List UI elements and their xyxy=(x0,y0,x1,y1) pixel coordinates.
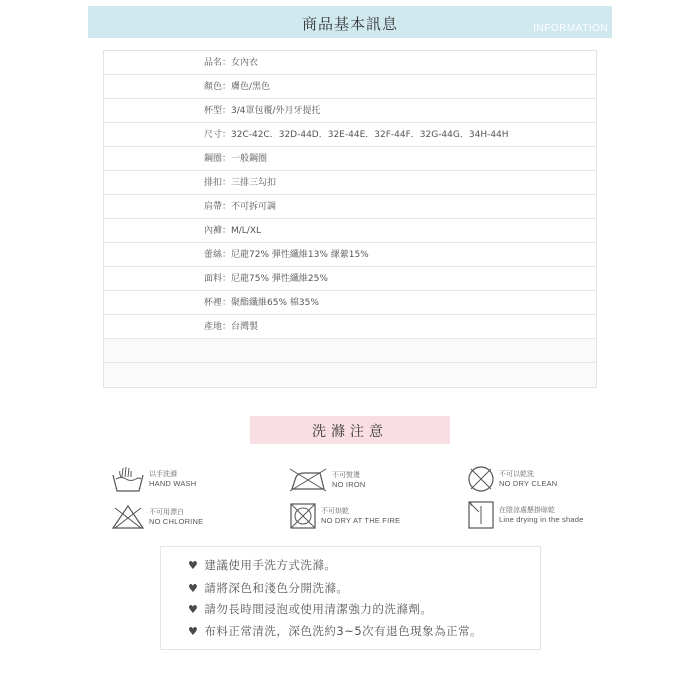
care-label-en: NO CHLORINE xyxy=(149,517,204,526)
care-label-cn: 不可以乾洗 xyxy=(499,470,534,478)
no-dry-clean-icon xyxy=(467,465,495,493)
care-label-cn: 不可用漂白 xyxy=(149,508,184,516)
spec-row-empty xyxy=(104,339,596,363)
care-no-chlorine xyxy=(111,504,203,530)
spec-row-cup-lining: 杯裡：聚酯纖維65% 棉35% xyxy=(104,291,596,315)
care-label-en: NO DRY AT THE FIRE xyxy=(321,516,401,525)
care-hand-wash xyxy=(111,465,196,493)
care-no-dry-clean xyxy=(467,465,557,493)
wash-note xyxy=(188,599,432,619)
no-chlorine-icon xyxy=(111,504,145,530)
spec-row-empty xyxy=(104,363,596,387)
info-header-subtitle: INFORMATION xyxy=(533,23,608,34)
care-label-cn: 不可烘乾 xyxy=(321,507,349,515)
no-iron-icon xyxy=(288,467,328,493)
heart-icon: ♥ xyxy=(188,625,199,638)
spec-row-cup: 杯型：3/4罩包覆/外月牙提托 xyxy=(104,99,596,123)
spec-row-hooks: 排扣：三排三勾扣 xyxy=(104,171,596,195)
care-line-dry-shade xyxy=(467,500,583,530)
heart-icon: ♥ xyxy=(188,603,199,616)
care-label-en: HAND WASH xyxy=(149,479,197,488)
spec-row-origin: 產地：台灣製 xyxy=(104,315,596,339)
wash-notes-box xyxy=(160,546,541,650)
spec-row-panties: 內褲：M/L/XL xyxy=(104,219,596,243)
care-no-iron xyxy=(288,467,365,493)
wash-note-text: 請將深色和淺色分開洗滌。 xyxy=(204,581,349,595)
care-label-cn: 不可熨燙 xyxy=(332,471,360,479)
spec-row-size: 尺寸：32C-42C．32D-44D．32E-44E．32F-44F．32G-44G．34H-44H xyxy=(104,123,596,147)
heart-icon: ♥ xyxy=(188,582,199,595)
wash-note xyxy=(188,555,336,575)
wash-note xyxy=(188,621,482,641)
no-tumble-dry-icon xyxy=(289,502,317,530)
wash-note-text: 布料正常清洗，深色洗約3~5次有退色現象為正常。 xyxy=(204,624,483,638)
spec-row-name: 品名：女內衣 xyxy=(104,51,596,75)
care-label-cn: 在陰涼處懸掛晾乾 xyxy=(499,506,555,514)
hand-wash-icon xyxy=(111,465,145,493)
info-header-banner xyxy=(88,6,612,38)
heart-icon: ♥ xyxy=(188,559,199,572)
spec-row-straps: 肩帶：不可拆可調 xyxy=(104,195,596,219)
care-no-tumble-dry xyxy=(289,502,400,530)
spec-row-wire: 鋼圈：一般鋼圈 xyxy=(104,147,596,171)
line-dry-shade-icon xyxy=(467,500,495,530)
spec-table xyxy=(103,50,597,388)
care-label-en: NO DRY CLEAN xyxy=(499,479,558,488)
info-header-title: 商品基本訊息 xyxy=(301,15,398,33)
wash-note-text: 請勿長時間浸泡或使用清潔強力的洗滌劑。 xyxy=(204,602,433,616)
care-label-en: NO IRON xyxy=(332,480,366,489)
wash-note-text: 建議使用手洗方式洗滌。 xyxy=(204,558,337,572)
spec-row-lace: 蕾絲：尼龍72% 彈性纖維13% 縲縈15% xyxy=(104,243,596,267)
care-label-en: Line drying in the shade xyxy=(499,515,584,524)
spec-row-color: 顏色：膚色/黑色 xyxy=(104,75,596,99)
spec-row-fabric: 面料：尼龍75% 彈性纖維25% xyxy=(104,267,596,291)
care-label-cn: 以手洗滌 xyxy=(149,470,177,478)
wash-note xyxy=(188,578,348,598)
wash-header-title: 洗滌注意 xyxy=(312,424,388,440)
wash-header-banner xyxy=(250,416,450,444)
